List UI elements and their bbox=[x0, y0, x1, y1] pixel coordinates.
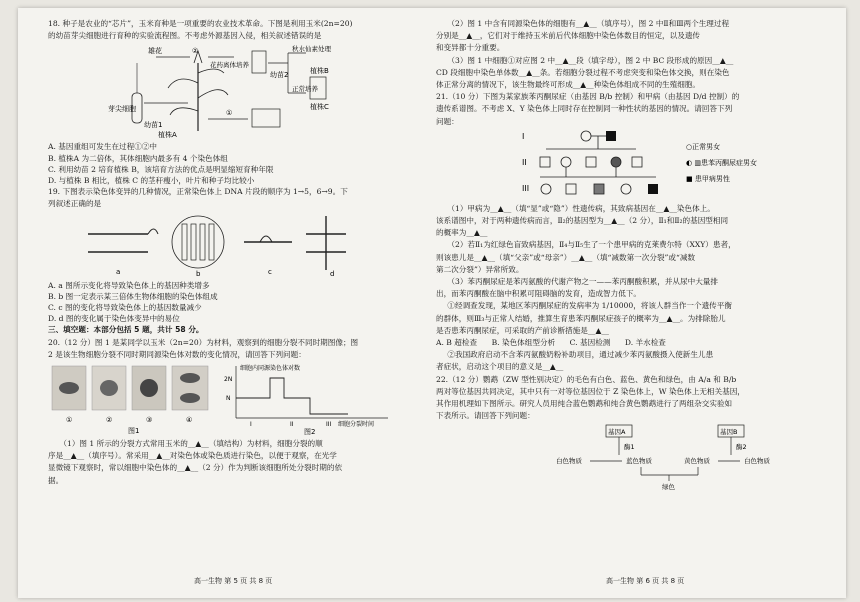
q20-s2: 序是 bbox=[48, 451, 64, 461]
q20-s1: （1）图 1 所示的分裂方式常用玉米的 bbox=[59, 439, 188, 449]
q21-s5: 则该患儿是 bbox=[436, 252, 474, 262]
q22-line1: 22.（12 分）鹦鹉（ZW 型性别决定）的毛色有白色、蓝色、黄色和绿色，由 A/a 和 B/b bbox=[436, 374, 737, 384]
breeding-flowchart bbox=[48, 43, 348, 139]
answer-blank: ▲ bbox=[184, 463, 191, 473]
q18-stem-line1: 18. 种子是农业的“芯片”，玉米育种是一项重要的农业技术革命。下图是利用玉米(2n=20) bbox=[48, 19, 353, 28]
fig-label-anther-culture: 花药离体培养 bbox=[210, 61, 249, 70]
q22-line3: 其作用机理如下图所示。研究人员用纯合蓝色鹦鹉和纯合黄色鹦鹉进行了两组杂交实验如 bbox=[436, 399, 733, 409]
q20-part1-line3: 显微镜下观察时，常以细胞中染色体的__▲__（2 分）作为判断该细胞所处分裂时期的依 bbox=[48, 463, 343, 473]
answer-blank: ▲ bbox=[663, 203, 670, 213]
q20-line1: 20.（12 分）图 1 是某同学以玉米（2n=20）为材料，观察到的细胞分裂不同时期图像；图 bbox=[48, 337, 359, 347]
q21-option-a: A. B 超检查 bbox=[436, 338, 478, 348]
pigment-pathway-diagram bbox=[436, 423, 816, 493]
q21-part3-line7: 者症状，启动这个项目的意义是__▲__ bbox=[436, 362, 564, 372]
left-page-footer: 高一生物 第 5 页 共 8 页 bbox=[194, 577, 273, 585]
q21-part3-line1: （3）苯丙酮尿症是苯丙氨酸的代谢产物之一——苯丙酮酸积累，并从尿中大量排 bbox=[447, 277, 718, 287]
q21-s1b: （填“显”或“隐”）性遗传病，其致病基因在 bbox=[511, 203, 656, 213]
answer-blank: ▲ bbox=[562, 55, 569, 65]
exam-sheet bbox=[18, 8, 846, 598]
q21-s2: 该系谱图中，对于两种遗传病而言，Ⅱ₂的基因型为 bbox=[436, 216, 604, 226]
pedigree-legend-disease: ■ 患甲病男性 bbox=[686, 174, 730, 183]
q21-s10b: 。为排除胎儿 bbox=[680, 313, 726, 323]
q20-s3b: （2 分）作为判断该细胞所处分裂时期的依 bbox=[198, 463, 343, 473]
q21-line3: 问题： bbox=[436, 116, 459, 126]
pedigree-legend-normal: ○正常男女 bbox=[686, 142, 721, 151]
fig-label-male-flower: 雄花 bbox=[148, 47, 162, 56]
pedigree-chart bbox=[436, 129, 816, 201]
cell-num-1: ① bbox=[66, 416, 73, 425]
q21-option-c: C. 基因检测 bbox=[569, 338, 611, 348]
fig-label-seedling2: 幼苗2 bbox=[270, 71, 289, 80]
q21-s3: 的概率为 bbox=[436, 228, 467, 238]
cell-division-figures bbox=[48, 362, 418, 436]
answer-blank: ▲ bbox=[195, 439, 202, 449]
q20-part1-line2: 序是__▲__（填序号）。常采用__▲__对染色体或染色质进行染色，以便于观察，在光学 bbox=[48, 451, 337, 461]
q18-option-d: D. 与植株 B 相比，植株 C 的茎秆瘦小，叶片和种子均比较小 bbox=[48, 176, 255, 186]
answer-blank: ▲ bbox=[549, 362, 556, 372]
q21-part1-line2: 该系谱图中，对于两种遗传病而言，Ⅱ₂的基因型为__▲__（2 分），Ⅱ₁和Ⅱ₂的基因型相同 bbox=[436, 216, 729, 226]
chromosome-variation-figure bbox=[48, 212, 348, 278]
pathway-white-1: 白色物质 bbox=[556, 457, 582, 466]
answer-blank: ▲ bbox=[666, 313, 673, 323]
q20-s2b: （填序号）。常采用 bbox=[84, 451, 149, 461]
q21-part3-line3: ①经调查发现，某地区苯丙酮尿症的发病率为 1/10000，将该人群当作一个遗传平衡 bbox=[447, 301, 732, 311]
pathway-gene-b: 基因B bbox=[720, 428, 738, 437]
q19-stem-line1: 19. 下图表示染色体变异的几种情况，正常染色体上 DNA 片段的顺序为 1→5，6→9。下 bbox=[48, 187, 348, 197]
q20-s3: 显微镜下观察时，常以细胞中染色体的 bbox=[48, 463, 178, 473]
q20b-l6b: 种染色体组成不同的生殖细胞。 bbox=[593, 80, 701, 90]
q21-s1: （1）甲病为 bbox=[447, 203, 491, 213]
q20-part1-line1: （1）图 1 所示的分裂方式常用玉米的__▲__（填结构）为材料，细胞分裂的顺 bbox=[59, 439, 323, 449]
pathway-yellow: 黄色物质 bbox=[684, 457, 710, 466]
answer-blank: ▲ bbox=[70, 451, 77, 461]
q20b-l1b: （填序号），图 2 中Ⅱ和Ⅲ两个生理过程 bbox=[596, 19, 730, 28]
fig-label-step1: ① bbox=[226, 109, 233, 118]
pathway-gene-a: 基因A bbox=[608, 428, 626, 437]
q19-option-a: A. a 图所示变化将导致染色体上的基因种类增多 bbox=[48, 280, 210, 290]
q19-option-b: B. b 图一定表示某三倍体生物体细胞的染色体组成 bbox=[48, 291, 218, 301]
answer-blank: ▲ bbox=[156, 451, 163, 461]
q20-part3-line1: （3）图 1 中细胞①对应图 2 中__▲__段（填字母），图 2 中 BC 段形成的原因__▲__ bbox=[447, 55, 734, 65]
q21-part3-line2: 出，而苯丙酮酸在脑中积累可阻碍脑的发育，造成智力低下。 bbox=[436, 289, 642, 299]
q20b-l4b: 段（填字母），图 2 中 BC 段形成的原因 bbox=[576, 55, 713, 65]
answer-blank: ▲ bbox=[611, 216, 618, 226]
right-page bbox=[436, 18, 828, 495]
fig-label-b: b bbox=[196, 269, 201, 278]
q21-part3-line4: 的群体，则Ⅲ₃与正常人结婚，推算生育患苯丙酮尿症孩子的概率为__▲__。为排除胎儿 bbox=[436, 313, 726, 323]
answer-blank: ▲ bbox=[583, 19, 590, 28]
q22-line2: 两对等位基因共同决定，其中只有一对等位基因位于 Z 染色体上，W 染色体上无相关基因， bbox=[436, 386, 745, 396]
q22-line4: 下表所示。请回答下列问题： bbox=[436, 411, 535, 421]
fig-label-normal-culture: 正常培养 bbox=[292, 85, 318, 94]
fig-label-colchicine: 秋水仙素处理 bbox=[292, 45, 331, 54]
cell-num-2: ② bbox=[106, 416, 113, 425]
left-page bbox=[48, 18, 440, 487]
gen-label-3: III bbox=[522, 183, 530, 193]
pathway-blue: 蓝色物质 bbox=[626, 457, 652, 466]
pathway-green: 绿色 bbox=[662, 483, 675, 492]
fig2-phase-2: II bbox=[290, 421, 294, 429]
section-fill-in-heading: 三、填空题：本部分包括 5 题，共计 58 分。 bbox=[48, 325, 204, 335]
fig-label-seedling1: 幼苗1 bbox=[144, 121, 163, 130]
q20-part2-line1: （2）图 1 中含有同源染色体的细胞有__▲__（填序号），图 2 中Ⅱ和Ⅲ两个生理过程 bbox=[447, 19, 730, 28]
q20-part3-line2: CD 段细胞中染色单体数__▲__条。若细胞分裂过程不考虑突变和染色体交换，则在染色 bbox=[436, 67, 730, 77]
q21-part1-line1: （1）甲病为__▲__（填“显”或“隐”）性遗传病，其致病基因在__▲__染色体上。 bbox=[447, 203, 715, 213]
fig-label-a: a bbox=[116, 267, 121, 276]
answer-blank: ▲ bbox=[473, 228, 480, 238]
q21-option-b: B. 染色体组型分析 bbox=[491, 338, 556, 348]
q20b-l2b: ，它们对于维持玉米前后代体细胞中染色体数目的恒定，以及遗传 bbox=[479, 31, 701, 41]
gen-label-1: I bbox=[522, 131, 525, 141]
fig-label-step2: ② bbox=[192, 47, 199, 56]
answer-blank: ▲ bbox=[578, 252, 585, 262]
fig-label-d: d bbox=[330, 269, 335, 278]
pathway-enzyme-2: 酶2 bbox=[736, 443, 747, 452]
fig2-phase-1: I bbox=[250, 421, 252, 429]
q20b-l4: （3）图 1 中细胞①对应图 2 中 bbox=[447, 55, 556, 65]
q18-stem-line2: 的幼苗芽尖细胞进行育种的实验流程图。不考虑外源基因入侵，相关叙述错误的是 bbox=[48, 31, 322, 41]
q20-part2-line2: 分别是__▲__，它们对于维持玉米前后代体细胞中染色体数目的恒定，以及遗传 bbox=[436, 31, 701, 41]
q21-part3-line6: ②我国政府启动不含苯丙氨酸奶粉补助项目，通过减少苯丙氨酸摄入使新生儿患 bbox=[447, 350, 714, 360]
answer-blank: ▲ bbox=[466, 31, 473, 41]
q20-line2: 2 是该生物细胞分裂不同时期同源染色体对数的变化情况，请回答下列问题： bbox=[48, 349, 306, 359]
q21-s10: 的群体，则Ⅲ₃与正常人结婚，推算生育患苯丙酮尿症孩子的概率为 bbox=[436, 313, 659, 323]
fig-label-bud-cell: 芽尖细胞 bbox=[108, 105, 136, 114]
q21-s5c: （填“减数第一次分裂”或“减数 bbox=[592, 252, 696, 262]
pathway-white-2: 白色物质 bbox=[744, 457, 770, 466]
q20b-l5b: 条。若细胞分裂过程不考虑突变和染色体交换，则在染色 bbox=[539, 67, 730, 77]
q20-s2c: 对染色体或染色质进行染色，以便于观察，在光学 bbox=[169, 451, 337, 461]
q21-part2-line2: 则该患儿是__▲__（填“父亲”或“母亲”）__▲__（填“减数第一次分裂”或“减数 bbox=[436, 252, 696, 262]
answer-blank: ▲ bbox=[580, 80, 587, 90]
q21-s13: 者症状，启动这个项目的意义是 bbox=[436, 362, 543, 372]
q20-s1b: （填结构）为材料，细胞分裂的顺 bbox=[208, 439, 323, 449]
q21-s11: 是否患苯丙酮尿症，可采取的产前诊断措施是 bbox=[436, 325, 588, 335]
fig2-y-title: 细胞内同源染色体对数 bbox=[240, 365, 301, 373]
answer-blank: ▲ bbox=[595, 325, 602, 335]
q18-option-b: B. 植株A 为二倍体，其体细胞内最多有 4 个染色体组 bbox=[48, 153, 228, 163]
q18-option-a: A. 基因重组可发生在过程①②中 bbox=[48, 142, 158, 152]
fig1-caption: 图1 bbox=[128, 427, 140, 436]
answer-blank: ▲ bbox=[497, 203, 504, 213]
q21-line2: 遗传系谱图。不考虑 X、Y 染色体上同时存在控制同一种性状的基因的情况。请回答下列 bbox=[436, 104, 733, 114]
fig2-phase-3: III bbox=[326, 421, 332, 429]
cell-num-4: ④ bbox=[186, 416, 193, 425]
q21-part3-line5: 是否患苯丙酮尿症，可采取的产前诊断措施是__▲__ bbox=[436, 325, 609, 335]
q20b-l1: （2）图 1 中含有同源染色体的细胞有 bbox=[447, 19, 576, 28]
q21-s1c: 染色体上。 bbox=[676, 203, 715, 213]
q21-options bbox=[436, 337, 828, 348]
fig2-caption: 图2 bbox=[304, 428, 316, 437]
q21-part2-line3: 第二次分裂”）异常所致。 bbox=[436, 264, 524, 274]
answer-blank: ▲ bbox=[526, 67, 533, 77]
q21-part2-line1: （2）若Ⅱ₁为红绿色盲致病基因，Ⅱ₄与Ⅱ₅生了一个患甲病的克莱费尔特（XXY）患者， bbox=[447, 240, 736, 250]
answer-blank: ▲ bbox=[719, 55, 726, 65]
q20-part2-line3: 和变异都十分重要。 bbox=[436, 43, 505, 53]
q19-option-c: C. c 图的变化将导致染色体上的基因数量减少 bbox=[48, 303, 202, 313]
q20-part1-line4: 据。 bbox=[48, 475, 64, 485]
answer-blank: ▲ bbox=[481, 252, 488, 262]
right-page-footer: 高一生物 第 6 页 共 8 页 bbox=[606, 577, 685, 585]
q21-s2b: （2 分），Ⅱ₁和Ⅱ₂的基因型相同 bbox=[624, 216, 729, 226]
q21-s5b: （填“父亲”或“母亲”） bbox=[495, 252, 572, 262]
q20b-l6: 体正常分离的情况下，该生物最终可形成 bbox=[436, 80, 573, 90]
q20-part3-line3: 体正常分离的情况下，该生物最终可形成__▲__种染色体组成不同的生殖细胞。 bbox=[436, 80, 701, 90]
q21-part1-line3: 的概率为__▲__ bbox=[436, 228, 488, 238]
pedigree-legend-pku: ◐ ▥患苯丙酮尿症男女 bbox=[686, 158, 757, 167]
fig2-y-2n: 2N bbox=[224, 376, 233, 384]
q21-line1: 21.（10 分）下图为某家族苯丙酮尿症（由基因 B/b 控制）和甲病（由基因 D/d 控制）的 bbox=[436, 92, 740, 102]
q21-option-d: D. 羊水检查 bbox=[624, 338, 666, 348]
cell-num-3: ③ bbox=[146, 416, 153, 425]
gen-label-2: II bbox=[522, 157, 527, 167]
fig2-y-n: N bbox=[226, 395, 231, 403]
fig2-x-title: 细胞分裂时间 bbox=[338, 421, 375, 429]
q20b-l2: 分别是 bbox=[436, 31, 459, 41]
fig-label-plant-b: 植株B bbox=[310, 67, 329, 76]
pathway-enzyme-1: 酶1 bbox=[624, 443, 635, 452]
q20b-l5: CD 段细胞中染色单体数 bbox=[436, 67, 519, 77]
q19-stem-line2: 列叙述正确的是 bbox=[48, 199, 102, 209]
q19-option-d: D. d 图的变化属于染色体变异中的易位 bbox=[48, 314, 180, 324]
fig-label-plant-c: 植株C bbox=[310, 103, 329, 112]
q18-option-c: C. 利用幼苗 2 培育植株 B，该培育方法的优点是明显缩短育种年限 bbox=[48, 164, 274, 174]
fig-label-c: c bbox=[268, 267, 272, 276]
fig-label-plant-a: 植株A bbox=[158, 131, 177, 140]
